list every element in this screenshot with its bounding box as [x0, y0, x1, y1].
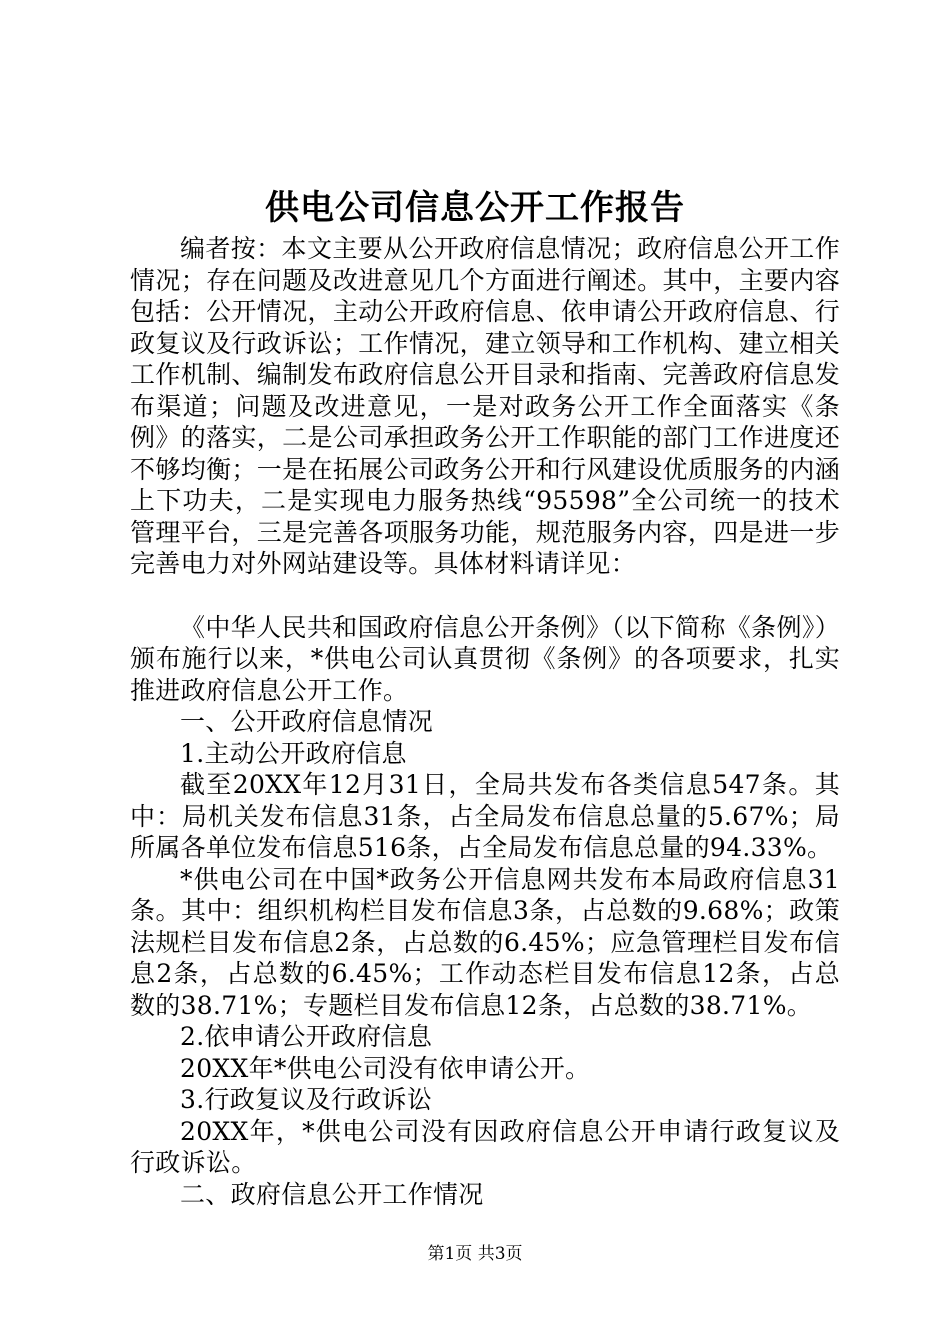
document-body: [130, 233, 840, 1210]
page-footer: 第1页 共3页: [427, 1244, 523, 1264]
subsection-heading: 1.主动公开政府信息: [180, 738, 407, 768]
subsection-heading: 2.依申请公开政府信息: [180, 1022, 433, 1051]
section-heading: 一、公开政府信息情况: [180, 707, 434, 736]
body-paragraph: 20XX年，*供电公司没有因政府信息公开申请行政复议及行政诉讼。: [130, 1116, 840, 1177]
paragraph-gap: [130, 580, 840, 612]
editor-note-paragraph: 编者按：本文主要从公开政府信息情况；政府信息公开工作情况；存在问题及改进意见几个方面进行阐述。其中，主要内容包括：公开情况，主动公开政府信息、依申请公开政府信息、行政复议及行政诉讼；工作情况，建立领导和工作机构、建立相关工作机制、编制发布政府信息公开目录和指南、完善政府信息发布渠道；问题及改进意见，一是对政务公开工作全面落实《条例》的落实，二是公司承担政务公开工作职能的部门工作进度还不够均衡；一是在拓展公司政务公开和行风建设优质服务的内涵上下功夫，二是实现电力服务热线“95598”全公司统一的技术管理平台，三是完善各项服务功能，规范服务内容，四是进一步完善电力对外网站建设等。具体材料请详见：: [130, 234, 840, 578]
subsection-heading: 3.行政复议及行政诉讼: [180, 1085, 433, 1114]
body-paragraph: 20XX年*供电公司没有依申请公开。: [180, 1053, 591, 1083]
document-title: 供电公司信息公开工作报告: [265, 188, 685, 228]
body-paragraph: *供电公司在中国*政务公开信息网共发布本局政府信息31条。其中：组织机构栏目发布信息3条，占总数的9.68%；政策法规栏目发布信息2条，占总数的6.45%；应急管理栏目发布信息2条，占总数的6.45%；工作动态栏目发布信息12条，占总数的38.71%；专题栏目发布信息12条，占总数的38.71%。: [130, 864, 840, 1020]
section-heading: 二、政府信息公开工作情况: [180, 1179, 484, 1209]
body-paragraph: 截至20XX年12月31日，全局共发布各类信息547条。其中：局机关发布信息31条，占全局发布信息总量的5.67%；局所属各单位发布信息516条，占全局发布信息总量的94.33%。: [130, 770, 840, 862]
body-paragraph: 《中华人民共和国政府信息公开条例》（以下简称《条例》）颁布施行以来，*供电公司认真贯彻《条例》的各项要求，扎实推进政府信息公开工作。: [130, 612, 840, 705]
